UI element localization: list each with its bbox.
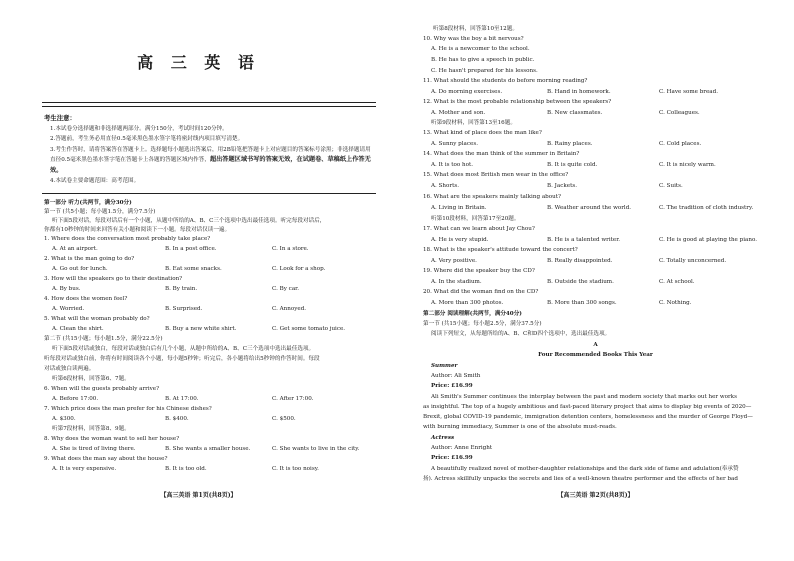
option: A. Do morning exercises. — [431, 89, 503, 95]
material-label: 听第7段材料，回答第8、9题。 — [52, 426, 130, 432]
option: B. $400. — [165, 416, 189, 422]
option: C. Have some bread. — [659, 89, 718, 95]
section-title: 第一节 (共15小题；每小题2.5分，满分37.5分) — [423, 321, 542, 327]
option: A. At an airport. — [52, 246, 98, 252]
passage-title: Four Recommended Books This Year — [538, 352, 653, 358]
instruction: 阅读下列短文，从每题所给的A、B、C和D四个选项中，选出最佳选项。 — [431, 331, 611, 337]
paragraph-line: with burning immediacy, Summer is one of the absolute must-reads. — [423, 424, 617, 430]
paragraph-line: A beautifully realized novel of mother-daughter relationships and the dark side of fame and adulation(奉承赞 — [431, 466, 739, 472]
option: B. It is quite cold. — [547, 162, 598, 168]
question: 16. What are the speakers mainly talking about? — [423, 194, 561, 200]
option: B. At 17:00. — [165, 396, 199, 402]
book-price: Price: £16.99 — [431, 383, 473, 389]
option: B. Rainy places. — [547, 141, 593, 147]
option: B. He is a talented writer. — [547, 237, 621, 243]
instruction: 听下面5段对话，每段对话后有一个小题，从题中所给的A、B、C三个选项中选出最佳选项。听完每段对话后， — [52, 218, 326, 224]
book-author: Author: Anne Enright — [431, 445, 493, 451]
page-2 — [397, 0, 794, 561]
material-label: 听第10段材料，回答第17至20题。 — [431, 216, 520, 222]
option: B. Hand in homework. — [547, 89, 611, 95]
option: A. He is a newcomer to the school. — [431, 46, 530, 52]
section-title: 第一节 (共5小题；每小题1.5分，满分7.5分) — [44, 209, 156, 215]
exam-notes — [44, 113, 376, 187]
question: 1. Where does the conversation most probably take place? — [44, 236, 211, 242]
option: A. Worried. — [52, 306, 85, 312]
paragraph-line: Ali Smith's Summer continues the interplay between the past and modern society that marks out her works — [431, 394, 737, 400]
question: 9. What does the man say about the house? — [44, 456, 168, 462]
question: 6. When will the guests probably arrive? — [44, 386, 160, 392]
book-title: Summer — [431, 363, 458, 369]
option: B. More than 300 songs. — [547, 300, 617, 306]
option: C. By car. — [272, 286, 299, 292]
option: B. Outside the stadium. — [547, 279, 614, 285]
option: C. Colleagues. — [659, 110, 700, 116]
page-title: 高 三 英 语 — [137, 53, 260, 72]
paragraph-line: Brexit, global COVID-19 pandemic, immigration detention centers, homelessness and the murder of George Floyd— — [423, 414, 753, 420]
notes-item: 1.本试卷分选择题和非选择题两部分。满分150分，考试时间120分钟。 — [50, 125, 228, 132]
question: 19. Where did the speaker buy the CD? — [423, 268, 535, 274]
option: A. Shorts. — [431, 183, 459, 189]
option: C. In a store. — [272, 246, 309, 252]
option: B. She wants a smaller house. — [165, 446, 251, 452]
option: A. It is very expensive. — [52, 466, 117, 472]
option: A. Go out for lunch. — [52, 266, 108, 272]
option: A. $300. — [52, 416, 76, 422]
option: B. Buy a new white shirt. — [165, 326, 237, 332]
question: 11. What should the students do before morning reading? — [423, 78, 588, 84]
option: B. By train. — [165, 286, 198, 292]
instruction: 你都有10秒钟的时间来回答有关小题和阅读下一小题。每段对话仅读一遍。 — [44, 227, 231, 233]
option: A. In the stadium. — [431, 279, 482, 285]
option: A. Very positive. — [431, 258, 477, 264]
part-title: 第一部分 听力(共两节，满分30分) — [44, 200, 132, 206]
question: 17. What can we learn about Jay Chou? — [423, 226, 535, 232]
question: 2. What is the man going to do? — [44, 256, 135, 262]
notes-item: 3.考生作答时，请将答案答在答题卡上。选择题每小题选出答案后，用2B铅笔把答题卡上对应题目的答案标号涂黑；非选择题请用直径0.5毫米黑色墨水签字笔在答题卡上各题的答题区域内作答，超出答题区域书写的答案无效，在试题卷、草稿纸上作答无效。 — [50, 146, 371, 174]
book-price: Price: £16.99 — [431, 455, 473, 461]
option: B. Weather around the world. — [547, 205, 632, 211]
question: 7. Which price does the man prefer for his Chinese dishes? — [44, 406, 212, 412]
option: A. She is tired of living there. — [52, 446, 136, 452]
option: A. Before 17:00. — [52, 396, 99, 402]
question: 18. What is the speaker's attitude toward the concert? — [423, 247, 578, 253]
option: C. Cold places. — [659, 141, 702, 147]
question: 10. Why was the boy a bit nervous? — [423, 36, 524, 42]
option: A. Mother and son. — [431, 110, 486, 116]
divider — [42, 193, 376, 194]
material-label: 听第8段材料，回答第10至12题。 — [433, 26, 518, 32]
divider — [42, 102, 376, 103]
option: B. In a post office. — [165, 246, 217, 252]
paragraph-line: 扬). Actress skillfully unpacks the secrets and lies of a well-known theatre performer and the effects of her bad — [423, 476, 738, 482]
option: C. It is too noisy. — [272, 466, 319, 472]
option: A. Living in Britain. — [431, 205, 487, 211]
page-footer: 【高三英语 第2页(共8页)】 — [557, 492, 634, 499]
option: C. After 17:00. — [272, 396, 314, 402]
part-title: 第二部分 阅读理解(共两节，满分40分) — [423, 311, 522, 317]
option: A. Sunny places. — [431, 141, 478, 147]
notes-item: 4.本试卷主要命题范围：高考范围。 — [50, 178, 140, 184]
section-title: 第二节 (共15小题；每小题1.5分，满分22.5分) — [44, 336, 163, 342]
question: 13. What kind of place does the man like? — [423, 130, 542, 136]
option: C. Get some tomato juice. — [272, 326, 346, 332]
option: C. Suits. — [659, 183, 683, 189]
option: A. He is very stupid. — [431, 237, 489, 243]
option: B. Jackets. — [547, 183, 577, 189]
option: B. It is too old. — [165, 466, 207, 472]
question: 5. What will the woman probably do? — [44, 316, 150, 322]
question: 20. What did the woman find on the CD? — [423, 289, 539, 295]
material-label: 听第6段材料，回答第6、7题。 — [52, 376, 130, 382]
divider — [42, 106, 376, 107]
option: C. Totally unconcerned. — [659, 258, 727, 264]
option: A. More than 300 photos. — [431, 300, 504, 306]
option: B. New classmates. — [547, 110, 603, 116]
question: 4. How does the women feel? — [44, 296, 128, 302]
option: C. She wants to live in the city. — [272, 446, 360, 452]
option: A. Clean the shirt. — [52, 326, 104, 332]
option: B. Eat some snacks. — [165, 266, 222, 272]
option: B. He has to give a speech in public. — [431, 57, 535, 63]
option: C. It is nicely warm. — [659, 162, 716, 168]
option: A. It is too hot. — [431, 162, 474, 168]
option: C. The tradition of cloth industry. — [659, 205, 754, 211]
option: A. By bus. — [52, 286, 81, 292]
instruction: 听下面5段对话或独白，每段对话或独白后有几个小题，从题中所给的A、B、C三个选项中选出最佳选项。 — [52, 346, 315, 352]
material-label: 听第9段材料，回答第13至16题。 — [431, 120, 516, 126]
page-footer: 【高三英语 第1页(共8页)】 — [160, 492, 237, 499]
option: C. He hasn't prepared for his lessons. — [431, 68, 538, 74]
book-author: Author: Ali Smith — [431, 373, 481, 379]
question: 12. What is the most probable relationship between the speakers? — [423, 99, 612, 105]
question: 8. Why does the woman want to sell her house? — [44, 436, 180, 442]
option: B. Surprised. — [165, 306, 203, 312]
instruction: 听每段对话或独白前，你将有时间阅读各个小题，每小题5秒钟；听完后，各小题将给出5秒钟的作答时间。每段 — [44, 356, 320, 362]
option: C. Look for a shop. — [272, 266, 326, 272]
notes-heading: 考生注意： — [44, 114, 76, 122]
option: C. At school. — [659, 279, 695, 285]
question: 15. What does most British men wear in the office? — [423, 172, 569, 178]
instruction: 对话或独白读两遍。 — [44, 366, 95, 372]
paragraph-line: as insightful. The top of a hugely ambitious and fast-paced literary project that aims to display big events of 2020— — [423, 404, 752, 410]
notes-item: 2.答题前，考生务必用直径0.5毫米黑色墨水签字笔将密封线内项目填写清楚。 — [50, 136, 244, 142]
book-title: Actress — [431, 435, 455, 441]
option: B. Really disappointed. — [547, 258, 613, 264]
option: C. He is good at playing the piano. — [659, 237, 757, 243]
option: C. $500. — [272, 416, 296, 422]
question: 3. How will the speakers go to their destination? — [44, 276, 183, 282]
option: C. Nothing. — [659, 300, 692, 306]
question: 14. What does the man think of the summer in Britain? — [423, 151, 580, 157]
passage-letter: A — [593, 342, 598, 348]
option: C. Annoyed. — [272, 306, 307, 312]
